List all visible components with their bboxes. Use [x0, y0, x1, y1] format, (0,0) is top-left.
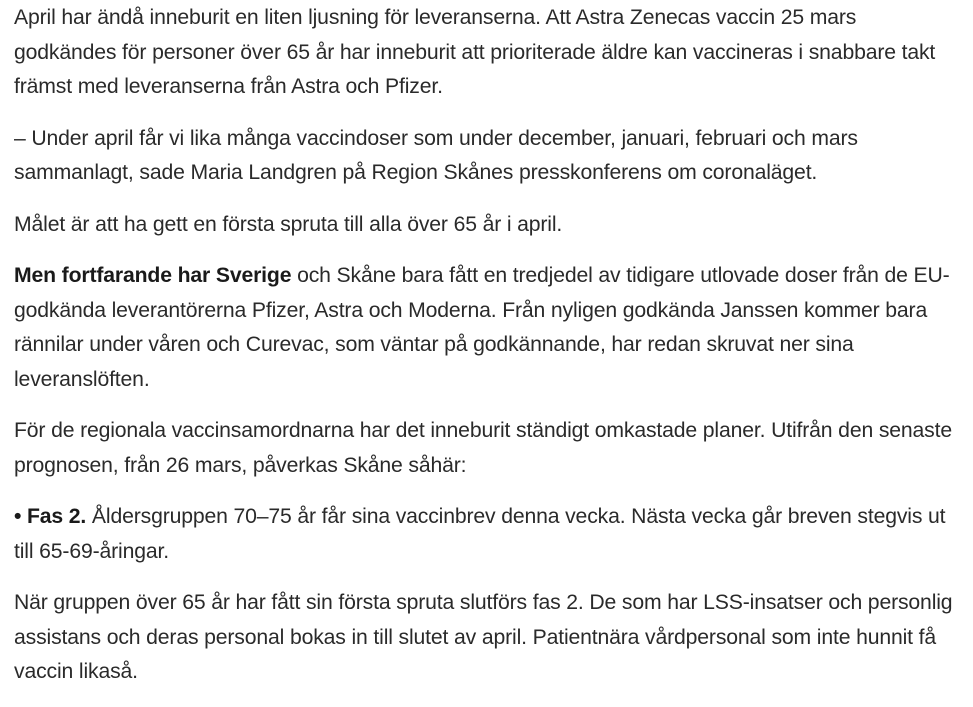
paragraph-text: och Skåne bara fått en tredjedel av tidigare utlovade doser från de EU-godkända leverantörerna Pfizer, Astra och Moderna. Från nyligen godkända Janssen kommer bara rännilar under våren och Curevac, som väntar på godkännande, har redan skruvat ner sina leveranslöften.	[14, 264, 950, 391]
paragraph-april-deliveries	[14, 1, 964, 105]
paragraph-text: Åldersgruppen 70–75 år får sina vaccinbrev denna vecka. Nästa vecka går breven stegvis ut till 65-69-åringar.	[14, 505, 946, 563]
paragraph-text: När gruppen över 65 år har fått sin första spruta slutförs fas 2. De som har LSS-insatser och personlig assistans och deras personal bokas in till slutet av april. Patientnära vårdpersonal som inte hunnit få vaccin likaså.	[14, 591, 953, 683]
paragraph-text: För de regionala vaccinsamordnarna har det inneburit ständigt omkastade planer. Utifrån den senaste prognosen, från 26 mars, påverkas Skåne såhär:	[14, 419, 952, 477]
paragraph-lead-bold: • Fas 2.	[14, 505, 87, 528]
paragraph-quote-landgren	[14, 122, 964, 191]
paragraph-text: Målet är att ha gett en första spruta till alla över 65 år i april.	[14, 212, 563, 236]
paragraph-sweden-doses	[14, 259, 964, 397]
paragraph-goal	[14, 208, 964, 243]
paragraph-lead-bold: Men fortfarande har Sverige	[14, 264, 292, 287]
paragraph-regional-coordinators	[14, 414, 964, 483]
article-body	[14, 0, 964, 707]
paragraph-phase-2	[14, 500, 964, 569]
paragraph-text: April har ändå inneburit en liten ljusning för leveranserna. Att Astra Zenecas vaccin 25 mars godkändes för personer över 65 år har inneburit att prioriterade äldre kan vaccineras i snabbare takt främst med leveranserna från Astra och Pfizer.	[14, 6, 936, 98]
paragraph-phase-2-completion	[14, 586, 964, 690]
paragraph-text: – Under april får vi lika många vaccindoser som under december, januari, februari och mars sammanlagt, sade Maria Landgren på Region Skånes presskonferens om coronaläget.	[14, 126, 858, 184]
